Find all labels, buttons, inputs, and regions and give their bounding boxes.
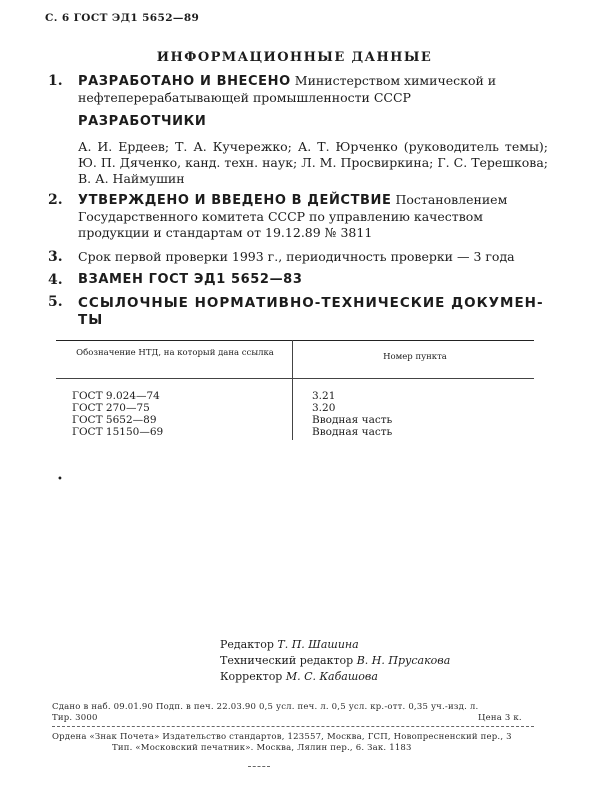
section-4-caption: ВЗАМЕН ГОСТ ЭД1 5652—83 — [78, 272, 303, 287]
developers-heading: РАЗРАБОТЧИКИ — [78, 114, 207, 129]
table-row-2-item: 3.20 — [312, 402, 336, 414]
section-3-number: 3. — [48, 249, 63, 265]
table-row-3-doc: ГОСТ 5652—89 — [72, 414, 157, 426]
table-row-2-doc: ГОСТ 270—75 — [72, 402, 150, 414]
section-2-number: 2. — [48, 192, 63, 208]
section-1-caption: РАЗРАБОТАНО И ВНЕСЕНО — [78, 74, 291, 89]
editor-label: Редактор — [220, 638, 274, 651]
table-col2-header: Номер пункта — [383, 352, 447, 362]
page-title: ИНФОРМАЦИОННЫЕ ДАННЫЕ — [156, 50, 433, 65]
section-4-number: 4. — [48, 272, 63, 288]
tech-editor-label: Технический редактор — [220, 654, 354, 667]
section-2-text: Постановлением Государственного комитета СССР по управлению качеством продукции и стандартам от 19.12.89 № 3811 — [78, 192, 508, 240]
table-row-4-item: Вводная часть — [312, 426, 393, 438]
section-2 — [48, 192, 548, 241]
table-col1-header: Обозначение НТД, на который дана ссылка — [76, 348, 274, 358]
corrector-line — [220, 670, 378, 683]
section-3 — [48, 249, 548, 265]
editor-name: Т. П. Шашина — [277, 638, 359, 651]
section-1-text: Министерством химической и нефтеперерабатывающей промышленности СССР — [78, 73, 497, 105]
page-header: С. 6 ГОСТ ЭД1 5652—89 — [45, 12, 200, 24]
section-5-caption-line1: ССЫЛОЧНЫЕ НОРМАТИВНО-ТЕХНИЧЕСКИЕ ДОКУМЕН- — [78, 295, 544, 311]
imprint-line-1: Сдано в наб. 09.01.90 Подп. в печ. 22.03.90 0,5 усл. печ. л. 0,5 усл. кр.-отт. 0,35 уч.-изд. л. — [52, 702, 479, 712]
stray-mark: • — [57, 474, 63, 485]
table-row-3-item: Вводная часть — [312, 414, 393, 426]
imprint-publisher: Ордена «Знак Почета» Издательство стандартов, 123557, Москва, ГСП, Новопресненский пер., 3 — [52, 732, 512, 742]
table-row-4-doc: ГОСТ 15150—69 — [72, 426, 164, 438]
section-3-text: Срок первой проверки 1993 г., периодичность проверки — 3 года — [78, 249, 515, 264]
table-row-1-item: 3.21 — [312, 390, 336, 402]
section-2-caption: УТВЕРЖДЕНО И ВВЕДЕНО В ДЕЙСТВИЕ — [78, 193, 392, 208]
tech-editor-line — [220, 654, 450, 667]
imprint-printer: Тип. «Московский печатник». Москва, Лялин пер., 6. Зак. 1183 — [112, 743, 412, 753]
section-1-number: 1. — [48, 73, 63, 89]
table-header-rule — [56, 378, 534, 379]
developers-text: А. И. Ердеев; Т. А. Кучережко; А. Т. Юрченко (руководитель темы); Ю. П. Дяченко, канд. техн. наук; Л. М. Просвиркина; Г. С. Терешкова; В. А. Наймушин — [78, 139, 548, 186]
table-column-divider — [292, 340, 293, 440]
editor-line — [220, 638, 359, 651]
corrector-label: Корректор — [220, 670, 283, 683]
table-row-1-doc: ГОСТ 9.024—74 — [72, 390, 160, 402]
table-top-rule — [56, 340, 534, 341]
corrector-name: М. С. Кабашова — [285, 670, 378, 683]
section-1 — [48, 73, 548, 106]
tech-editor-name: В. Н. Прусакова — [356, 654, 451, 667]
section-4 — [48, 272, 548, 288]
section-5-number: 5. — [48, 294, 63, 310]
imprint-divider — [52, 726, 534, 727]
bottom-mark — [248, 766, 270, 767]
imprint-price: Цена 3 к. — [478, 713, 522, 723]
imprint-circulation: Тир. 3000 — [52, 713, 98, 723]
section-5-caption-line2: ТЫ — [78, 312, 104, 328]
